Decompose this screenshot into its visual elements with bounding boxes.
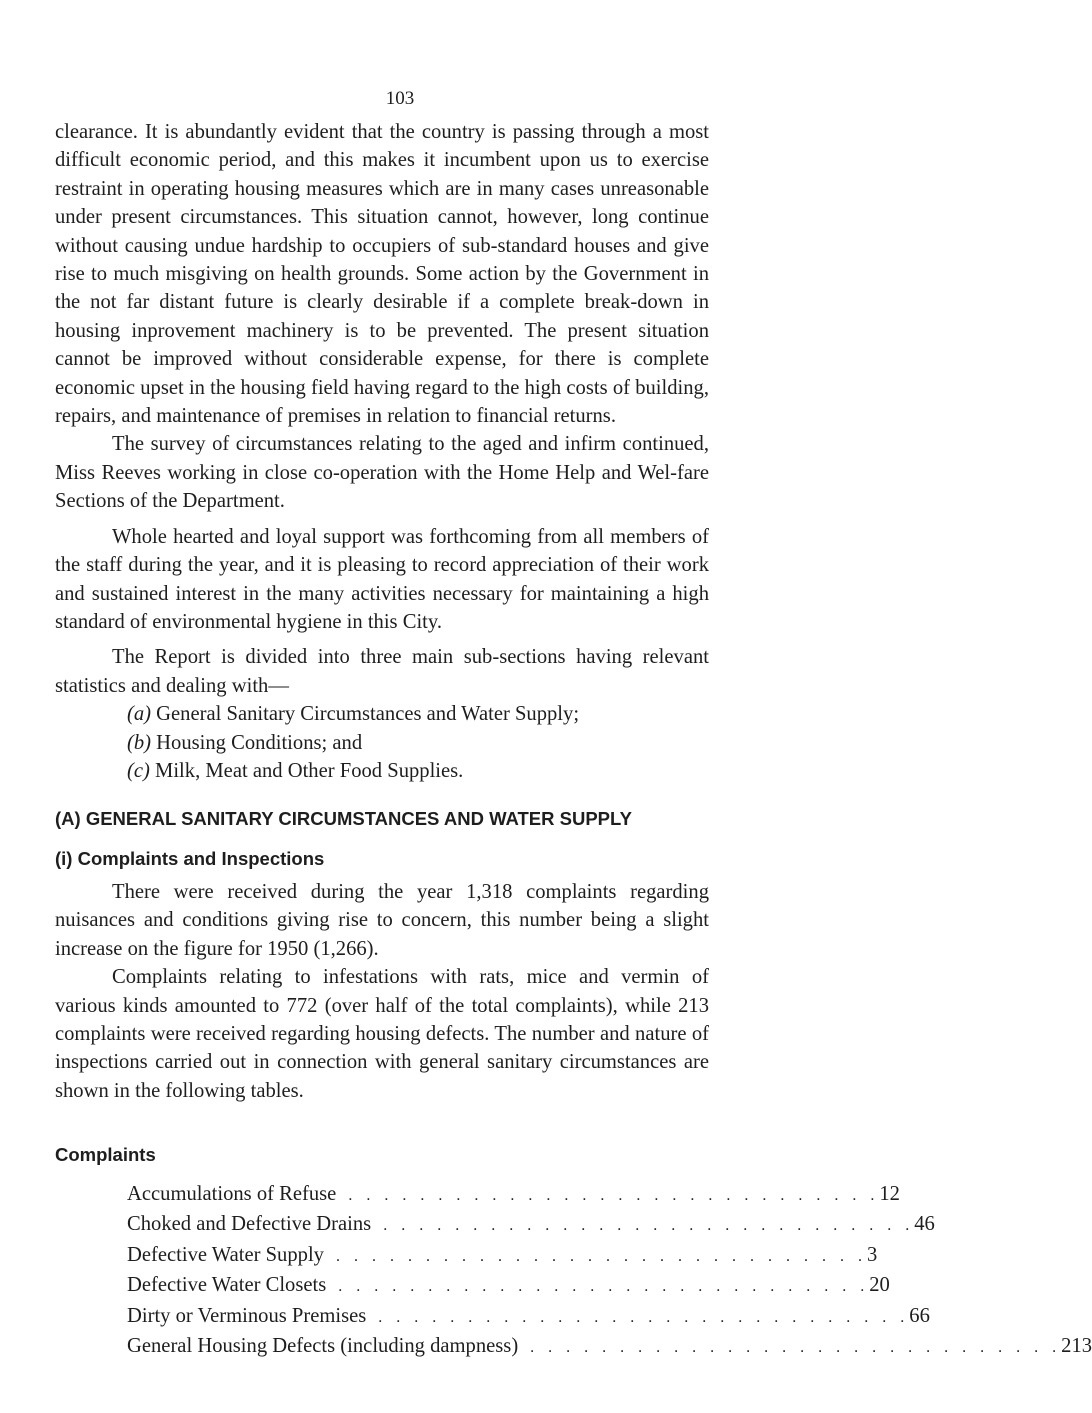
leader-dots: . . . . . . . . . . . . . . . . . . . . . . . . . . . . . . — [378, 1308, 910, 1326]
row-value: 3 — [866, 1243, 878, 1266]
row-value: 66 — [909, 1304, 930, 1327]
table-row — [127, 1210, 935, 1240]
row-label: Dirty or Verminous Premises — [127, 1304, 367, 1327]
row-label: Choked and Defective Drains — [127, 1213, 372, 1236]
row-value: 213 — [1061, 1335, 1092, 1358]
row-label: Defective Water Closets — [127, 1274, 327, 1297]
paragraph-staff-support: Whole hearted and loyal support was forthcoming from all members of the staff during the year, and it is pleasing to record appreciation of their work and sustained interest in the many activities necessary for maintaining a high standard of environmental hygiene in this City. — [55, 525, 709, 633]
table-row — [127, 1332, 1092, 1362]
paragraph-infestations: Complaints relating to infestations with rats, mice and vermin of various kinds amounted to 772 (over half of the total complaints), while 213 complaints were received regarding housing defects. The number and nature of inspections carried out in connection with general sanitary circumstances are shown in the following tables. — [55, 966, 709, 1102]
page-number: 103 — [385, 88, 415, 109]
paragraph-aged-infirm: The survey of circumstances relating to the aged and infirm continued, Miss Reeves working in close co-operation with the Home Help and Wel-fare Sections of the Department. — [55, 433, 709, 513]
leader-dots: . . . . . . . . . . . . . . . . . . . . . . . . . . . . . . — [338, 1278, 870, 1296]
complaints-table — [127, 1180, 1092, 1362]
table-row — [127, 1271, 890, 1301]
subsection-heading: (i) Complaints and Inspections — [55, 848, 325, 869]
subsection-list-item: (a) General Sanitary Circumstances and Water Supply; — [127, 703, 580, 726]
table-row — [127, 1241, 878, 1271]
complaints-table-heading: Complaints — [55, 1144, 156, 1165]
paragraph-clearance: clearance. It is abundantly evident that the country is passing through a most difficult economic period, and this makes it incumbent upon us to exercise restraint in operating housing measures which are in many cases unreasonable under present circumstances. This situation cannot, however, long continue without causing undue hardship to occupiers of sub-standard houses and give rise to much misgiving on health grounds. Some action by the Government in the not far distant future is clearly desirable if a complete break-down in housing inprovement machinery is to be prevented. The present situation cannot be improved without considerable expense, for there is complete economic upset in the housing field having regard to the high costs of building, repairs, and maintenance of premises in relation to financial returns. — [55, 121, 709, 428]
row-label: Accumulations of Refuse — [127, 1183, 337, 1205]
row-label: Defective Water Supply — [127, 1243, 324, 1266]
row-label: General Housing Defects (including dampness) — [127, 1335, 519, 1358]
leader-dots: . . . . . . . . . . . . . . . . . . . . . . . . . . . . . . — [335, 1247, 867, 1265]
row-value: 20 — [869, 1274, 890, 1297]
complaints-text-block — [55, 878, 709, 1105]
row-value: 46 — [914, 1213, 935, 1236]
leader-dots: . . . . . . . . . . . . . . . . . . . . . . . . . . . . . . — [530, 1339, 1062, 1357]
table-row — [127, 1180, 900, 1210]
paragraph-report-division: The Report is divided into three main sub-sections having relevant statistics and dealing with— — [55, 646, 709, 697]
table-row — [127, 1302, 930, 1332]
intro-text-block — [55, 118, 709, 785]
leader-dots: . . . . . . . . . . . . . . . . . . . . . . . . . . . . . . — [383, 1217, 915, 1235]
paragraph-complaints-count: There were received during the year 1,318 complaints regarding nuisances and conditions giving rise to concern, this number being a slight increase on the figure for 1950 (1,266). — [55, 881, 709, 960]
subsection-list-item: (c) Milk, Meat and Other Food Supplies. — [127, 759, 464, 782]
subsection-list-item: (b) Housing Conditions; and — [127, 731, 363, 754]
leader-dots: . . . . . . . . . . . . . . . . . . . . . . . . . . . . . . — [348, 1187, 880, 1204]
section-heading: (A) GENERAL SANITARY CIRCUMSTANCES AND WATER SUPPLY — [55, 808, 632, 829]
row-value: 12 — [879, 1183, 900, 1205]
